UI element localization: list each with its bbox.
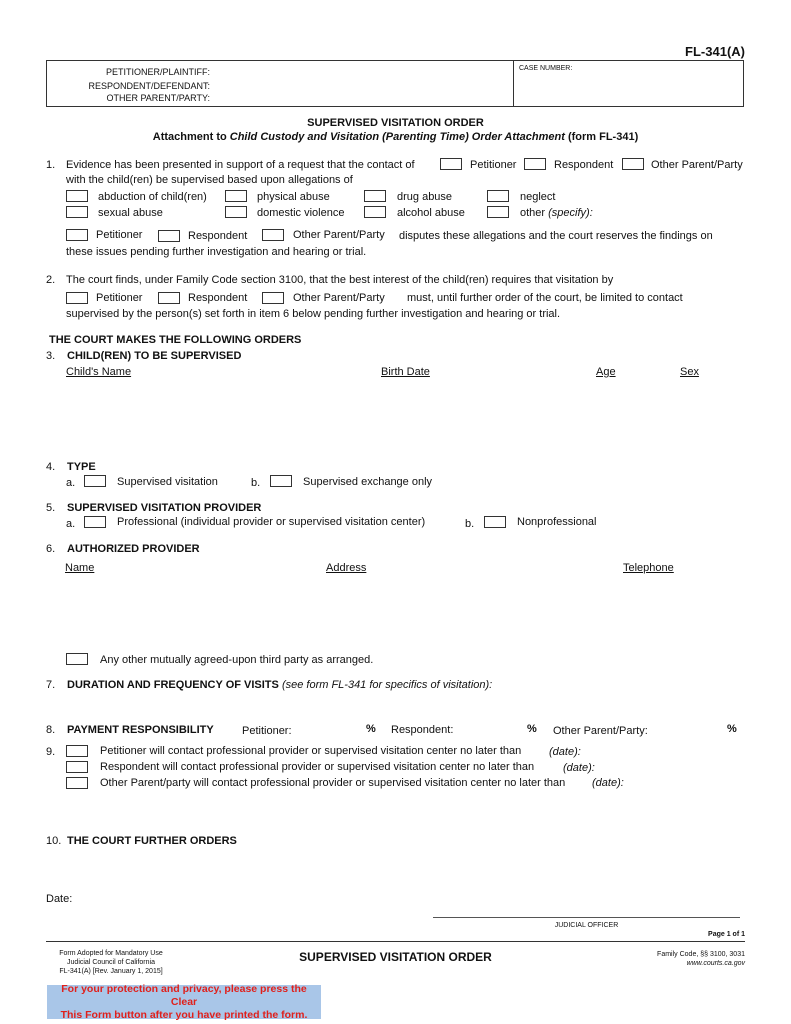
item3-heading: CHILD(REN) TO BE SUPERVISED [67,350,242,362]
children-table-field[interactable] [64,382,744,452]
drug-abuse-checkbox[interactable] [364,190,386,202]
third-party-checkbox[interactable] [66,653,88,665]
adopted-line-3: FL-341(A) [Rev. January 1, 2015] [59,968,163,975]
dispute-text: disputes these allegations and the court reserves the findings on [399,230,713,242]
item2-text-a: The court finds, under Family Code section 3100, that the best interest of the child(ren) requires that visitation by [66,274,614,286]
item7-heading: DURATION AND FREQUENCY OF VISITS [67,679,279,691]
other-contact-date-field[interactable] [628,775,745,789]
item2-number: 2. [46,274,56,286]
form-title: SUPERVISED VISITATION ORDER [307,117,484,129]
judicial-officer-label: JUDICIAL OFFICER [554,922,619,929]
payment-petitioner-field[interactable] [297,722,363,737]
item2-respondent-label: Respondent [188,292,248,304]
item5-a: a. [66,518,76,530]
physical-abuse-label: physical abuse [257,191,330,203]
clear-form-text [47,983,321,1022]
petitioner-contact-checkbox[interactable] [66,745,88,757]
family-code-citation: Family Code, §§ 3100, 3031 [657,951,745,958]
specify-label: (specify): [548,207,593,219]
other-contact-date-label: (date): [592,777,624,789]
case-number-field[interactable] [517,61,742,106]
clear-line-2: This Form button after you have printed the form. [60,1008,308,1021]
footer-title: SUPERVISED VISITATION ORDER [299,950,492,964]
neglect-checkbox[interactable] [487,190,509,202]
birth-date-header: Birth Date [381,366,430,378]
domestic-violence-checkbox[interactable] [225,206,247,218]
other-label: other [520,207,546,219]
respondent-contact-label: Respondent will contact professional provider or supervised visitation center no later than [100,761,535,773]
provider-address-header: Address [326,562,367,574]
dispute-respondent-checkbox[interactable] [158,230,180,242]
caption-divider [513,61,514,106]
item4-heading: TYPE [67,461,96,473]
professional-checkbox[interactable] [84,516,106,528]
dispute-petitioner-label: Petitioner [96,229,143,241]
item1-other-parent-checkbox[interactable] [622,158,644,170]
item5-b: b. [465,518,475,530]
signature-line [433,917,740,918]
payment-other-label: Other Parent/Party: [553,725,648,737]
dispute-other-parent-label: Other Parent/Party [293,229,385,241]
form-id: FL-341(A) [685,44,745,59]
nonprofessional-label: Nonprofessional [517,516,597,528]
dispute-text-2: these issues pending further investigation and hearing or trial. [66,246,367,258]
payment-petitioner-pct: % [366,723,376,735]
other-allegation-checkbox[interactable] [487,206,509,218]
item7-number: 7. [46,679,56,691]
abduction-label: abduction of child(ren) [98,191,207,203]
child-name-header: Child's Name [66,366,132,378]
supervised-exchange-label: Supervised exchange only [303,476,433,488]
judicial-officer-field[interactable] [433,900,740,916]
dispute-respondent-label: Respondent [188,230,248,242]
respondent-contact-date-field[interactable] [599,760,745,774]
item1-respondent-label: Respondent [554,159,614,171]
item8-heading: PAYMENT RESPONSIBILITY [67,724,214,736]
item2-petitioner-label: Petitioner [96,292,143,304]
physical-abuse-checkbox[interactable] [225,190,247,202]
item7-text [67,679,492,691]
neglect-label: neglect [520,191,556,203]
petitioner-label: PETITIONER/PLAINTIFF: [105,67,210,77]
respondent-label: RESPONDENT/DEFENDANT: [88,81,210,91]
date-field[interactable] [78,890,278,906]
third-party-label: Any other mutually agreed-upon third party as arranged. [100,654,374,666]
drug-abuse-label: drug abuse [397,191,453,203]
domestic-violence-label: domestic violence [257,207,345,219]
item3-number: 3. [46,350,56,362]
item2-respondent-checkbox[interactable] [158,292,180,304]
page-number: Page 1 of 1 [708,931,745,938]
payment-other-field[interactable] [656,722,724,737]
alcohol-abuse-label: alcohol abuse [397,207,465,219]
petitioner-contact-label: Petitioner will contact professional provider or supervised visitation center no later than [100,745,522,757]
item4-b: b. [251,477,261,489]
provider-phone-header: Telephone [623,562,674,574]
item4-a: a. [66,477,76,489]
item9-number: 9. [46,746,56,758]
payment-other-pct: % [727,723,737,735]
item1-respondent-checkbox[interactable] [524,158,546,170]
orders-heading: THE COURT MAKES THE FOLLOWING ORDERS [49,334,302,346]
subtitle-italic: Child Custody and Visitation (Parenting Time) Order Attachment [229,131,565,143]
item1-number: 1. [46,159,56,171]
other-parent-label: OTHER PARENT/PARTY: [106,93,210,103]
abduction-checkbox[interactable] [66,190,88,202]
item6-number: 6. [46,543,56,555]
petitioner-contact-date-label: (date): [549,746,581,758]
other-allegation-field[interactable] [600,204,745,219]
other-allegation-label [520,207,593,219]
duration-field[interactable] [64,694,744,716]
dispute-petitioner-checkbox[interactable] [66,229,88,241]
item1-text-a: Evidence has been presented in support of a request that the contact of [66,159,415,171]
further-orders-field[interactable] [64,851,744,885]
item10-number: 10. [46,835,62,847]
provider-table-field[interactable] [64,578,744,644]
item7-note: (see form FL-341 for specifics of visitation): [281,679,493,691]
petitioner-contact-date-field[interactable] [585,744,745,758]
item1-petitioner-checkbox[interactable] [440,158,462,170]
item2-other-parent-label: Other Parent/Party [293,292,385,304]
courts-website: www.courts.ca.gov [686,960,745,967]
item1-other-parent-label: Other Parent/Party [651,159,743,171]
footer-divider [46,941,745,942]
sex-header: Sex [680,366,699,378]
provider-name-header: Name [65,562,95,574]
professional-label: Professional (individual provider or supervised visitation center) [117,516,426,528]
item1-petitioner-label: Petitioner [470,159,517,171]
payment-respondent-pct: % [527,723,537,735]
caption-box [46,60,744,107]
clear-form-button[interactable] [47,982,321,1021]
age-header: Age [596,366,616,378]
supervised-exchange-checkbox[interactable] [270,475,292,487]
other-contact-checkbox[interactable] [66,777,88,789]
item5-heading: SUPERVISED VISITATION PROVIDER [67,502,262,514]
alcohol-abuse-checkbox[interactable] [364,206,386,218]
form-subtitle [0,131,791,143]
party-names-field[interactable] [214,61,509,106]
sexual-abuse-checkbox[interactable] [66,206,88,218]
payment-respondent-field[interactable] [460,722,524,737]
item4-number: 4. [46,461,56,473]
item2-other-parent-checkbox[interactable] [262,292,284,304]
item8-number: 8. [46,724,56,736]
item2-text-c: supervised by the person(s) set forth in item 6 below pending further investigation and hearing or trial. [66,308,561,320]
other-contact-label: Other Parent/party will contact professional provider or supervised visitation center no later than [100,777,566,789]
respondent-contact-date-label: (date): [563,762,595,774]
payment-respondent-label: Respondent: [391,724,454,736]
item6-heading: AUTHORIZED PROVIDER [67,543,200,555]
supervised-visitation-label: Supervised visitation [117,476,218,488]
item2-text-b: must, until further order of the court, be limited to contact [407,292,683,304]
case-number-label: CASE NUMBER: [519,65,573,72]
clear-line-1: For your protection and privacy, please press the Clear [61,982,307,1008]
subtitle-suffix: (form FL-341) [564,131,639,143]
dispute-other-parent-checkbox[interactable] [262,229,284,241]
sexual-abuse-label: sexual abuse [98,207,163,219]
adopted-line-1: Form Adopted for Mandatory Use [59,950,163,957]
item10-heading: THE COURT FURTHER ORDERS [67,835,237,847]
respondent-contact-checkbox[interactable] [66,761,88,773]
supervised-visitation-checkbox[interactable] [84,475,106,487]
date-label: Date: [46,893,73,905]
item1-text-b: with the child(ren) be supervised based upon allegations of [66,174,353,186]
adopted-line-2: Judicial Council of California [67,959,155,966]
nonprofessional-checkbox[interactable] [484,516,506,528]
payment-petitioner-label: Petitioner: [242,725,292,737]
item2-petitioner-checkbox[interactable] [66,292,88,304]
item5-number: 5. [46,502,56,514]
subtitle-prefix: Attachment to [152,131,230,143]
